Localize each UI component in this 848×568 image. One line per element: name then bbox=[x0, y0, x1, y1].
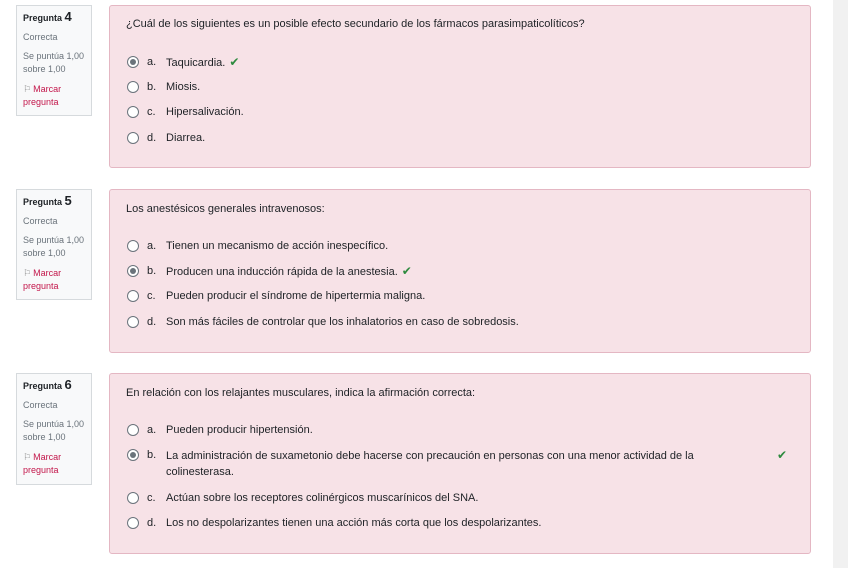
answer-letter: b. bbox=[147, 265, 157, 277]
answer-letter: c. bbox=[147, 492, 156, 504]
question-text: En relación con los relajantes musculares, indica la afirmación correcta: bbox=[126, 387, 476, 399]
radio-button[interactable] bbox=[127, 240, 139, 252]
question-grade: Se puntúa 1,00 sobre 1,00 bbox=[23, 235, 85, 258]
question-info bbox=[16, 5, 92, 116]
answer-letter: c. bbox=[147, 106, 156, 118]
answer-option[interactable] bbox=[127, 316, 797, 332]
question-title: Pregunta 4 bbox=[23, 9, 72, 24]
answer-option[interactable] bbox=[127, 56, 797, 72]
question-number: 5 bbox=[64, 193, 72, 208]
answer-letter: b. bbox=[147, 449, 157, 461]
answer-text: Tienen un mecanismo de acción inespecífico. bbox=[166, 240, 389, 252]
answer-text: Pueden producir hipertensión. bbox=[166, 424, 313, 436]
radio-button[interactable] bbox=[127, 517, 139, 529]
answer-option[interactable] bbox=[127, 81, 797, 97]
question-content bbox=[109, 5, 811, 168]
question-text: Los anestésicos generales intravenosos: bbox=[126, 203, 325, 215]
radio-button[interactable] bbox=[127, 449, 139, 461]
question-info bbox=[16, 373, 92, 485]
radio-button[interactable] bbox=[127, 290, 139, 302]
answer-letter: d. bbox=[147, 316, 157, 328]
answer-letter: a. bbox=[147, 240, 157, 252]
radio-button[interactable] bbox=[127, 316, 139, 328]
answer-text: Producen una inducción rápida de la anestesia. ✔ bbox=[166, 264, 412, 278]
question-grade: Se puntúa 1,00 sobre 1,00 bbox=[23, 51, 85, 74]
answer-letter: d. bbox=[147, 132, 157, 144]
question-title: Pregunta 5 bbox=[23, 193, 72, 208]
answer-letter: a. bbox=[147, 424, 157, 436]
answer-text: Taquicardia. ✔ bbox=[166, 55, 240, 69]
flag-icon: ⚐ bbox=[23, 268, 32, 278]
radio-button[interactable] bbox=[127, 56, 139, 68]
flag-icon: ⚐ bbox=[23, 84, 32, 94]
flag-icon: ⚐ bbox=[23, 452, 32, 462]
answer-option[interactable] bbox=[127, 424, 797, 440]
radio-button[interactable] bbox=[127, 81, 139, 93]
check-icon: ✔ bbox=[229, 55, 240, 69]
question-grade: Se puntúa 1,00 sobre 1,00 bbox=[23, 419, 85, 442]
radio-button[interactable] bbox=[127, 492, 139, 504]
answer-text: Los no despolarizantes tienen una acción más corta que los despolarizantes. bbox=[166, 517, 542, 529]
answer-text: Actúan sobre los receptores colinérgicos muscarínicos del SNA. bbox=[166, 492, 479, 504]
answer-option[interactable] bbox=[127, 106, 797, 122]
answer-option[interactable] bbox=[127, 517, 797, 533]
answer-letter: a. bbox=[147, 56, 157, 68]
answer-option[interactable] bbox=[127, 132, 797, 148]
answer-option[interactable] bbox=[127, 290, 797, 306]
answer-text: Pueden producir el síndrome de hipertermia maligna. bbox=[166, 290, 426, 302]
answer-text: Miosis. bbox=[166, 81, 201, 93]
question-text: ¿Cuál de los siguientes es un posible efecto secundario de los fármacos parasimpaticolíticos? bbox=[126, 18, 585, 30]
answer-letter: b. bbox=[147, 81, 157, 93]
answer-option[interactable] bbox=[127, 449, 797, 481]
answer-letter: c. bbox=[147, 290, 156, 302]
check-icon: ✔ bbox=[401, 264, 412, 278]
radio-button[interactable] bbox=[127, 106, 139, 118]
question-state: Correcta bbox=[23, 216, 58, 226]
question-content bbox=[109, 189, 811, 353]
answer-text: Hipersalivación. bbox=[166, 106, 244, 118]
question-title: Pregunta 6 bbox=[23, 377, 72, 392]
answer-letter: d. bbox=[147, 517, 157, 529]
radio-button[interactable] bbox=[127, 132, 139, 144]
question-number: 6 bbox=[64, 377, 72, 392]
question-state: Correcta bbox=[23, 32, 58, 42]
check-icon: ✔ bbox=[777, 448, 788, 462]
answer-option[interactable] bbox=[127, 265, 797, 281]
answer-text: Diarrea. bbox=[166, 132, 206, 144]
flag-question-link[interactable]: ⚐ Marcar pregunta bbox=[23, 84, 62, 107]
question-number: 4 bbox=[64, 9, 72, 24]
answer-option[interactable] bbox=[127, 492, 797, 508]
flag-question-link[interactable]: ⚐ Marcar pregunta bbox=[23, 268, 62, 291]
scrollbar[interactable] bbox=[833, 0, 848, 568]
answer-text: Son más fáciles de controlar que los inhalatorios en caso de sobredosis. bbox=[166, 316, 519, 328]
radio-button[interactable] bbox=[127, 265, 139, 277]
radio-button[interactable] bbox=[127, 424, 139, 436]
answer-text: La administración de suxametonio debe hacerse con precaución en personas con una menor actividad de la colinesterasa. bbox=[166, 450, 694, 478]
question-content bbox=[109, 373, 811, 554]
question-state: Correcta bbox=[23, 400, 58, 410]
question-info bbox=[16, 189, 92, 300]
answer-option[interactable] bbox=[127, 240, 797, 256]
flag-question-link[interactable]: ⚐ Marcar pregunta bbox=[23, 452, 62, 475]
